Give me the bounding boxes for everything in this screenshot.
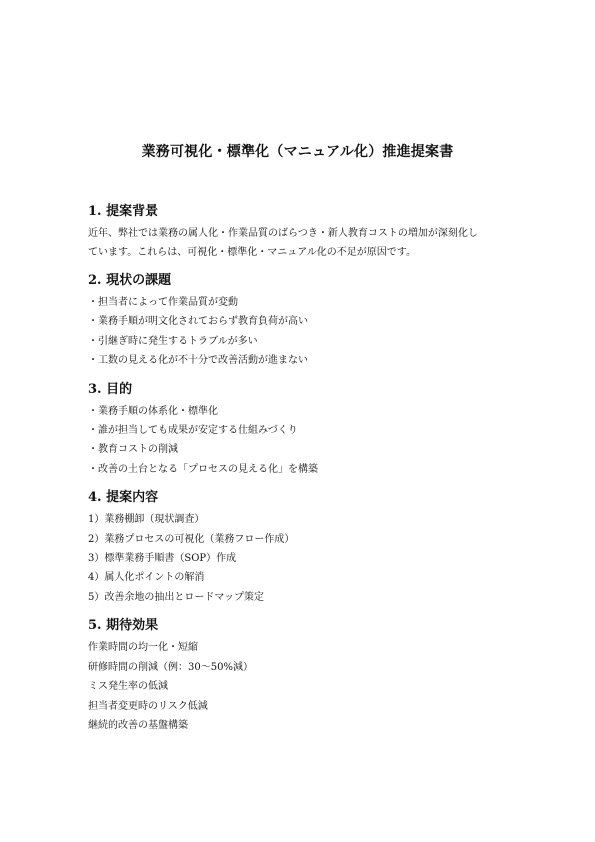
list-item: ・引継ぎ時に発生するトラブルが多い xyxy=(88,335,258,347)
section-proposal xyxy=(88,488,513,607)
list-item: 4）属人化ポイントの解消 xyxy=(88,572,205,584)
list-item: ・教育コストの削減 xyxy=(88,444,178,456)
section-background xyxy=(88,202,513,262)
section-heading: 4. 提案内容 xyxy=(88,490,159,506)
list-item: 継続的改善の基盤構築 xyxy=(88,719,188,731)
document-body xyxy=(88,202,513,744)
list-item: 担当者変更時のリスク低減 xyxy=(88,700,208,712)
document-title: 業務可視化・標準化（マニュアル化）推進提案書 xyxy=(141,144,454,160)
list-item: ・改善の土台となる「プロセスの見える化」を構築 xyxy=(88,463,318,475)
list-item: ・工数の見える化が不十分で改善活動が進まない xyxy=(88,355,308,367)
paragraph-line: ています。これらは、可視化・標準化・マニュアル化の不足が原因です。 xyxy=(88,247,416,258)
list-item: ・業務手順の体系化・標準化 xyxy=(88,405,218,417)
list-item: 研修時間の削減（例：30～50%減） xyxy=(88,661,253,673)
list-item: 2）業務プロセスの可視化（業務フロー作成） xyxy=(88,533,295,545)
list-item: ・誰が担当しても成果が安定する仕組みづくり xyxy=(88,425,298,437)
section-heading: 1. 提案背景 xyxy=(88,204,159,219)
section-heading: 3. 目的 xyxy=(88,381,133,397)
section-heading: 2. 現状の課題 xyxy=(88,273,172,288)
list-item: 1）業務棚卸（現状調査） xyxy=(88,514,205,526)
list-item: ・業務手順が明文化されておらず教育負荷が高い xyxy=(88,316,308,328)
list-item: ミス発生率の低減 xyxy=(88,681,168,693)
list-item: 5）改善余地の抽出とロードマップ策定 xyxy=(88,591,264,603)
paragraph-line: 近年、弊社では業務の属人化・作業品質のばらつき・新人教育コストの増加が深刻化し xyxy=(88,228,478,239)
section-heading: 5. 期待効果 xyxy=(88,618,159,634)
section-current-issues xyxy=(88,271,513,371)
section-expected-effects xyxy=(88,616,513,735)
section-purpose xyxy=(88,380,513,480)
list-item: ・担当者によって作業品質が変動 xyxy=(88,297,238,308)
list-item: 3）標準業務手順書（SOP）作成 xyxy=(88,553,237,565)
list-item: 作業時間の均一化・短縮 xyxy=(88,642,198,654)
